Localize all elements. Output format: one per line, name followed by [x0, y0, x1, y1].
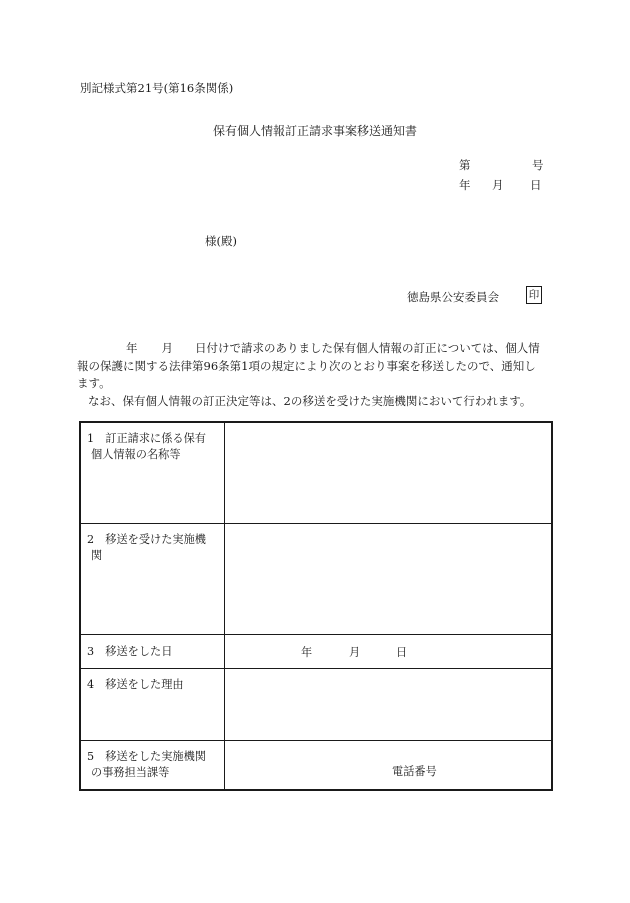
row-5-label: 5 移送をした実施機関 の事務担当課等 — [80, 740, 225, 790]
body-line-4: なお、保有個人情報の訂正決定等は、2の移送を受けた実施機関において行われます。 — [88, 393, 532, 408]
document-number — [459, 157, 543, 173]
date-year-label: 年 — [459, 178, 471, 192]
transfer-date-year: 年 — [301, 645, 313, 659]
seal-mark: 印 — [526, 286, 542, 304]
table-row — [80, 422, 552, 523]
row-1-label: 1 訂正請求に係る保有 個人情報の名称等 — [80, 422, 225, 523]
body-month-label: 月 — [161, 341, 173, 355]
row-1-value[interactable] — [225, 422, 553, 523]
form-number-label: 別記様式第21号(第16条関係) — [80, 81, 234, 95]
transfer-date — [225, 645, 425, 661]
transfer-date-month: 月 — [349, 645, 361, 659]
number-prefix: 第 — [459, 158, 471, 172]
table-row — [80, 634, 552, 668]
sender-name: 徳島県公安委員会 — [407, 290, 499, 304]
phone-number-label: 電話番号 — [392, 765, 437, 778]
row-2-value[interactable] — [225, 523, 553, 634]
date-month-label: 月 — [492, 178, 504, 192]
body-line-2: 報の保護に関する法律第96条第1項の規定により次のとおり事案を移送したので、通知し — [77, 358, 536, 373]
table-row — [80, 668, 552, 740]
recipient-honorific: 様(殿) — [205, 234, 237, 248]
document-date — [459, 177, 543, 193]
row-3-value[interactable] — [225, 634, 553, 668]
row-4-value[interactable] — [225, 668, 553, 740]
table-row — [80, 740, 552, 790]
notice-body — [77, 340, 555, 410]
row-2-label: 2 移送を受けた実施機 関 — [80, 523, 225, 634]
table-row — [80, 523, 552, 634]
row-5-value[interactable] — [225, 740, 553, 790]
body-line-3: ます。 — [77, 376, 111, 390]
transfer-date-day: 日 — [396, 645, 408, 659]
document-title: 保有個人情報訂正請求事案移送通知書 — [212, 124, 417, 138]
body-line-1 — [88, 340, 555, 358]
body-year-label: 年 — [126, 341, 138, 355]
row-4-label: 4 移送をした理由 — [80, 668, 225, 740]
date-day-label: 日 — [530, 178, 542, 192]
transfer-info-table — [79, 421, 553, 791]
row-3-label: 3 移送をした日 — [80, 634, 225, 668]
body-line-1-rest: 日付けで請求のありました保有個人情報の訂正については、個人情 — [195, 341, 540, 355]
number-suffix: 号 — [532, 158, 544, 172]
